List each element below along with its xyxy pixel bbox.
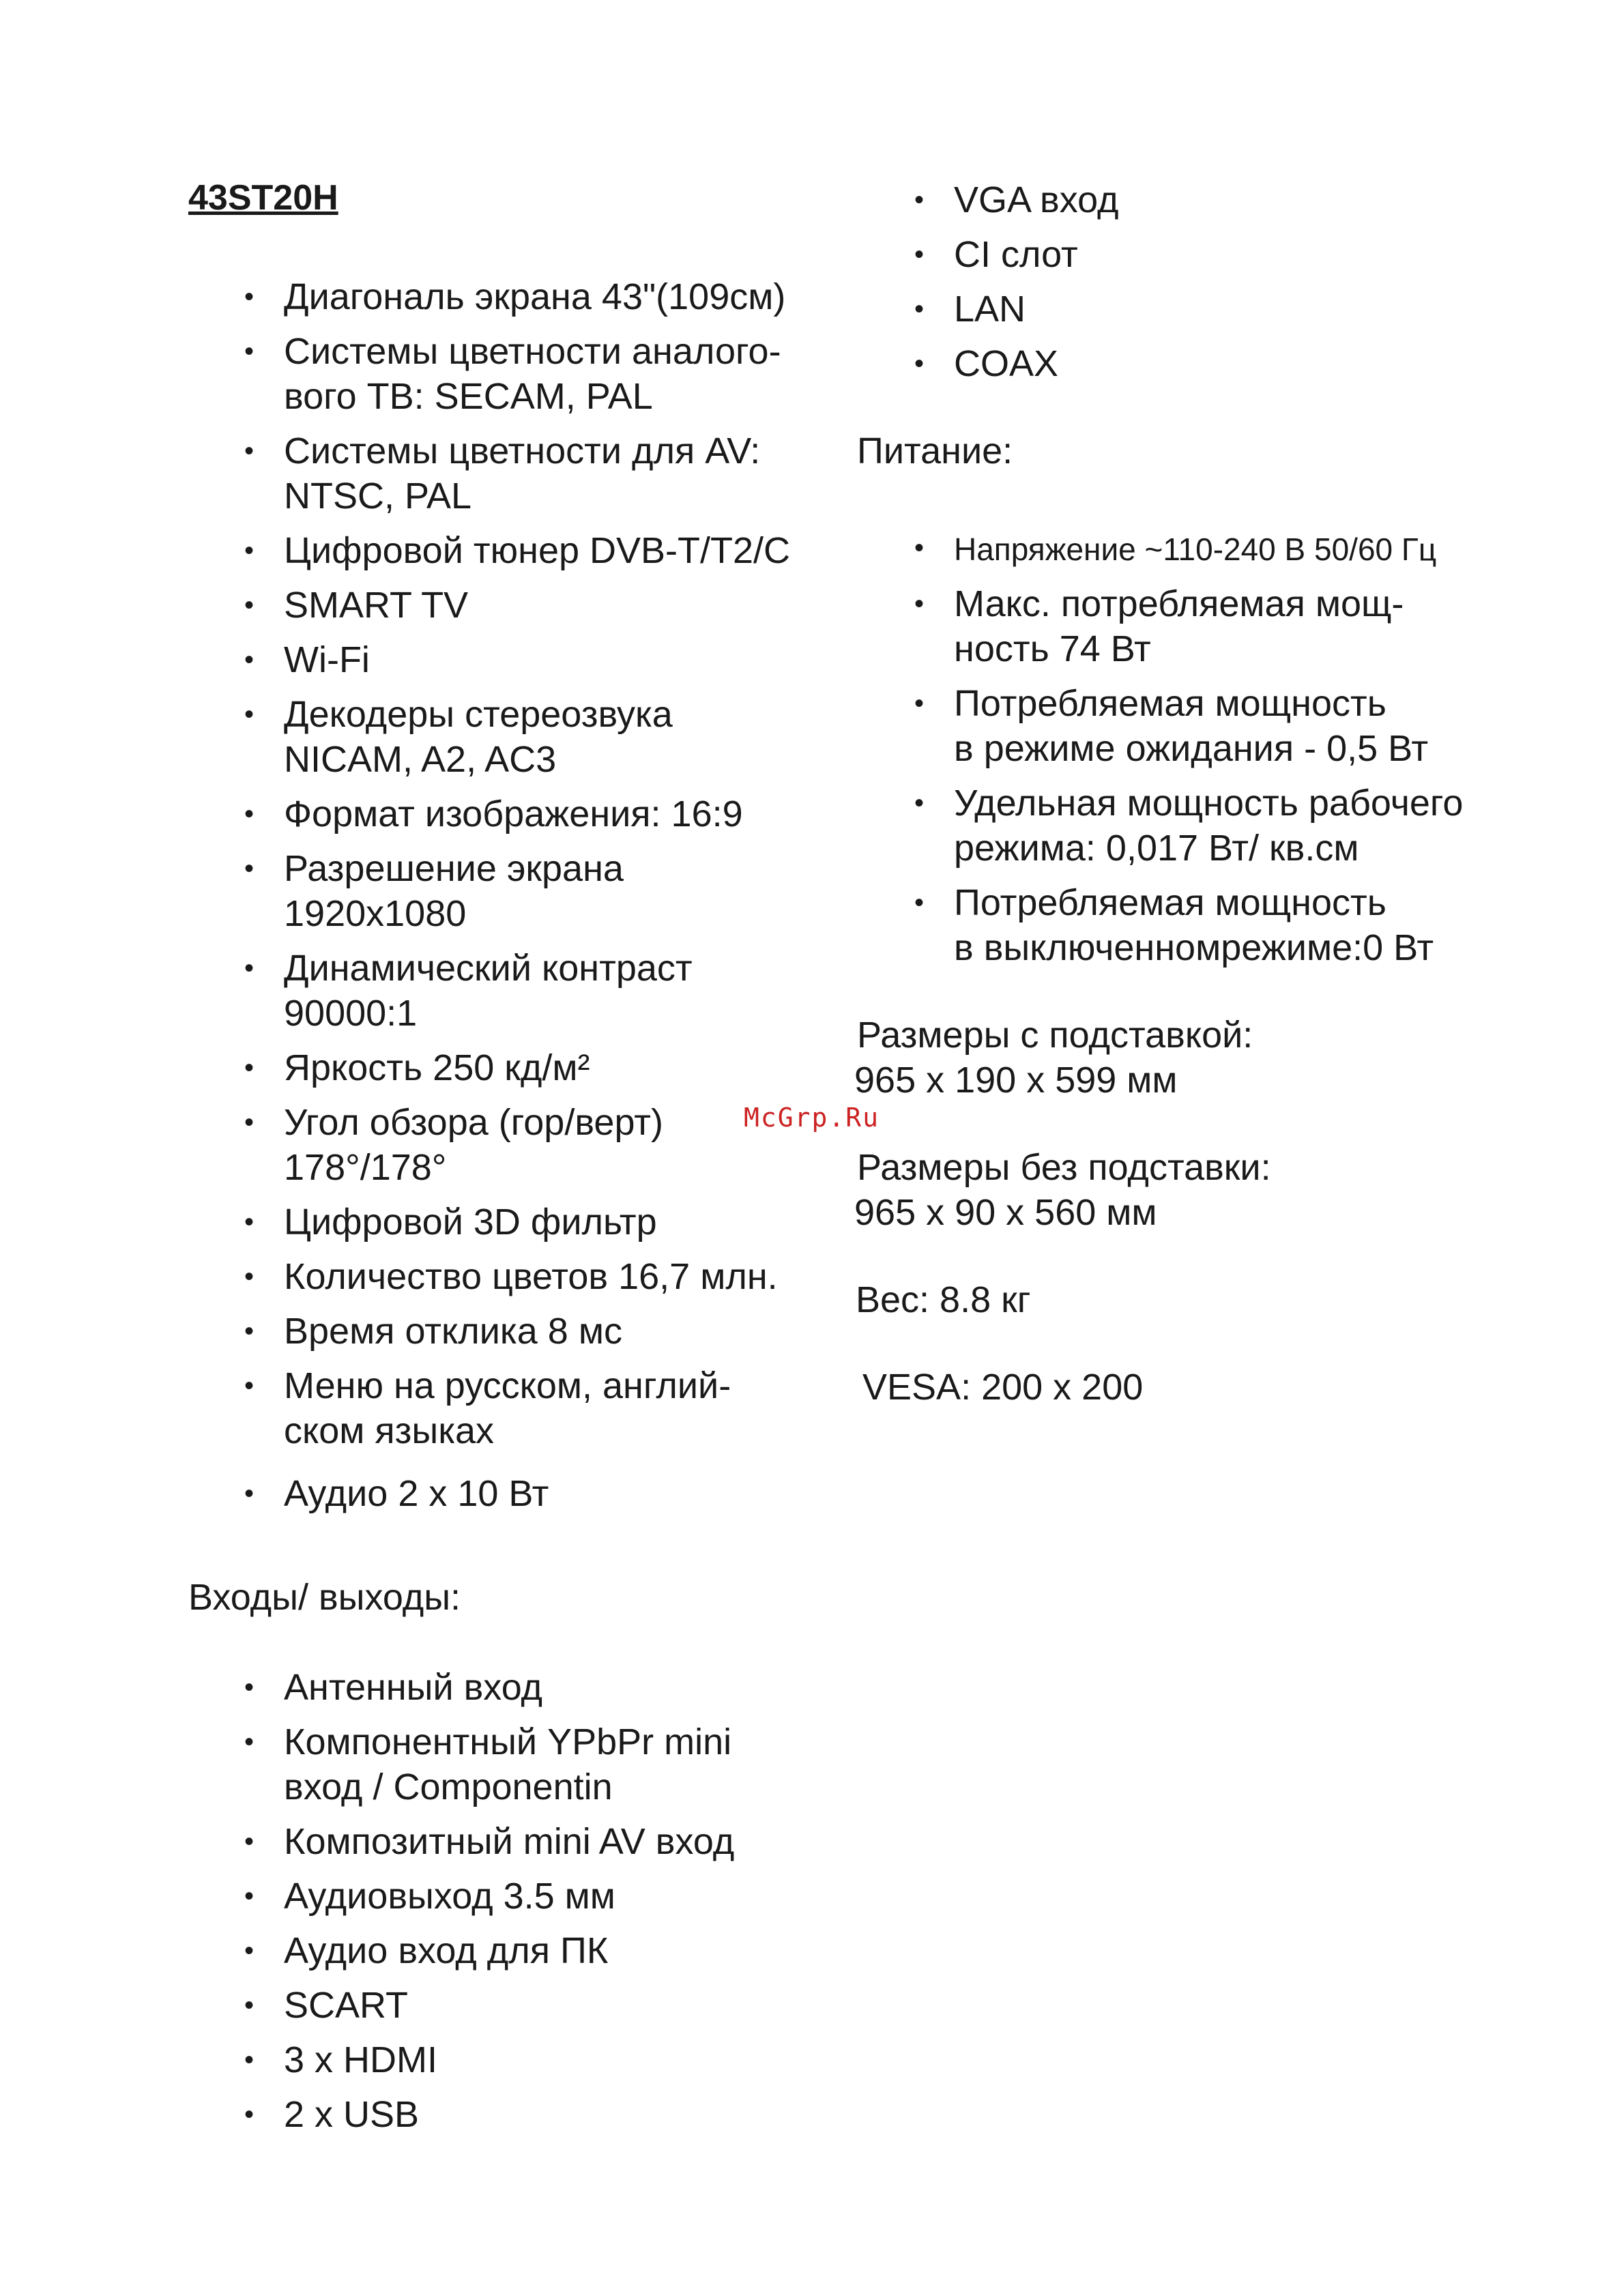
bullet-icon: • [244, 282, 255, 312]
list-item-continuation: в выключенномрежиме:0 Вт [954, 927, 1434, 968]
bullet-icon: • [914, 349, 925, 379]
list-item: • SCART [284, 1983, 734, 2028]
list-item-continuation: 90000:1 [284, 993, 418, 1034]
list-item: • Потребляемая мощность [954, 880, 1463, 925]
list-item: • Угол обзора (гор/верт) [284, 1100, 790, 1145]
io-heading: Входы/ выходы: [188, 1577, 461, 1618]
list-item-continuation: 1920x1080 [284, 893, 467, 934]
bullet-icon: • [244, 1371, 255, 1401]
list-item: • SMART TV [284, 583, 790, 628]
vesa: VESA: 200 x 200 [862, 1367, 1144, 1408]
list-item-continuation: вход / Componentin [284, 1767, 613, 1807]
list-item: • Аудио 2 x 10 Вт [284, 1471, 790, 1516]
list-item: • Wi-Fi [284, 637, 790, 682]
bullet-icon: • [244, 1936, 255, 1966]
bullet-icon: • [244, 1672, 255, 1702]
bullet-icon: • [244, 1207, 255, 1237]
power-list [914, 525, 1464, 970]
list-item: • Разрешение экрана [284, 846, 790, 891]
list-item: • Системы цветности аналого- [284, 329, 790, 374]
bullet-icon: • [244, 436, 255, 466]
list-item: • Диагональ экрана 43"(109см) [284, 274, 790, 319]
bullet-icon: • [244, 1316, 255, 1346]
list-item: • CI слот [954, 232, 1119, 277]
list-item: • Время отклика 8 мс [284, 1309, 790, 1354]
bullet-icon: • [914, 294, 925, 324]
list-item: • 2 x USB [284, 2092, 734, 2137]
list-item-continuation: NTSC, PAL [284, 476, 472, 517]
bullet-icon: • [244, 1107, 255, 1137]
list-item: • VGA вход [954, 177, 1119, 222]
bullet-icon: • [244, 799, 255, 829]
model-title: 43ST20H [188, 178, 338, 218]
bullet-icon: • [244, 1990, 255, 2020]
list-item: • Цифровой тюнер DVB-T/T2/C [284, 528, 790, 573]
list-item: • Антенный вход [284, 1665, 734, 1710]
bullet-icon: • [244, 1727, 255, 1757]
list-item: • Системы цветности для AV: [284, 428, 790, 474]
list-item-continuation: ность 74 Вт [954, 628, 1151, 669]
list-item: • Декодеры стереозвука [284, 692, 790, 737]
bullet-icon: • [914, 688, 925, 718]
list-item: • Удельная мощность рабочего [954, 781, 1463, 826]
bullet-icon: • [244, 2099, 255, 2130]
bullet-icon: • [244, 1479, 255, 1509]
bullet-icon: • [244, 1262, 255, 1292]
list-item: • Потребляемая мощность [954, 681, 1463, 726]
bullet-icon: • [914, 533, 925, 563]
dims-nostand-label: Размеры без подставки: [857, 1147, 1271, 1188]
list-item: • Аудио вход для ПК [284, 1928, 734, 1973]
list-item: • 3 x HDMI [284, 2037, 734, 2082]
power-heading: Питание: [857, 431, 1013, 471]
bullet-icon: • [244, 536, 255, 566]
bullet-icon: • [914, 788, 925, 818]
list-item: • Напряжение ~110-240 В 50/60 Гц [954, 525, 1463, 572]
bullet-icon: • [244, 2045, 255, 2075]
list-item: • Формат изображения: 16:9 [284, 791, 790, 837]
weight: Вес: 8.8 кг [856, 1279, 1031, 1320]
list-item: • Аудиовыход 3.5 мм [284, 1874, 734, 1919]
watermark: McGrp.Ru [744, 1103, 880, 1133]
list-item-continuation: вого ТВ: SECAM, PAL [284, 376, 653, 417]
list-item: • Макс. потребляемая мощ- [954, 581, 1463, 626]
list-item: • Количество цветов 16,7 млн. [284, 1254, 790, 1299]
bullet-icon: • [244, 645, 255, 675]
list-item: • Меню на русском, англий- [284, 1363, 790, 1408]
bullet-icon: • [244, 854, 255, 884]
list-item: • Динамический контраст [284, 946, 790, 991]
list-item: • Яркость 250 кд/м² [284, 1045, 790, 1090]
feature-list [244, 274, 791, 1516]
bullet-icon: • [914, 888, 925, 918]
dims-stand-value: 965 x 190 x 599 мм [854, 1060, 1178, 1101]
list-item: • COAX [954, 341, 1119, 386]
bullet-icon: • [244, 336, 255, 366]
io-list [244, 1665, 735, 2137]
list-item-continuation: режима: 0,017 Вт/ кв.см [954, 828, 1359, 869]
bullet-icon: • [914, 589, 925, 619]
bullet-icon: • [914, 239, 925, 270]
bullet-icon: • [244, 590, 255, 620]
list-item-continuation: 178°/178° [284, 1147, 447, 1188]
bullet-icon: • [914, 185, 925, 215]
bullet-icon: • [244, 699, 255, 729]
dims-nostand-value: 965 x 90 x 560 мм [854, 1192, 1157, 1233]
bullet-icon: • [244, 1827, 255, 1857]
io-list-continued [914, 177, 1119, 386]
list-item: • Компонентный YPbPr mini [284, 1719, 734, 1764]
list-item: • LAN [954, 287, 1119, 332]
list-item: • Цифровой 3D фильтр [284, 1200, 790, 1245]
dims-stand-label: Размеры с подставкой: [857, 1015, 1253, 1056]
list-item-continuation: NICAM, A2, AC3 [284, 739, 557, 780]
bullet-icon: • [244, 1053, 255, 1083]
list-item: • Композитный mini AV вход [284, 1819, 734, 1864]
list-item-continuation: ском языках [284, 1410, 495, 1451]
bullet-icon: • [244, 953, 255, 983]
bullet-icon: • [244, 1881, 255, 1911]
list-item-continuation: в режиме ожидания - 0,5 Вт [954, 728, 1429, 769]
